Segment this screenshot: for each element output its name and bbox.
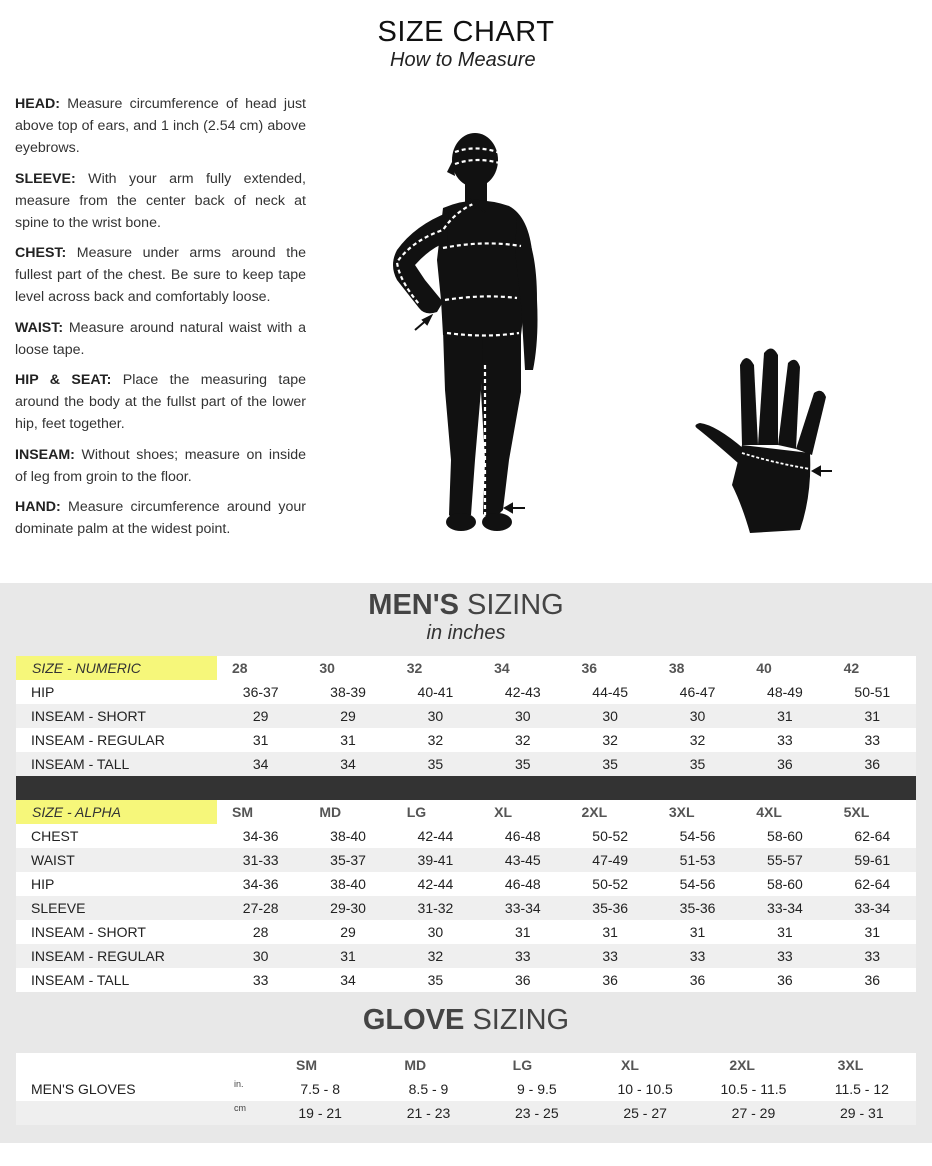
table-cell: 35 <box>392 752 479 776</box>
page-title: SIZE CHART <box>377 16 555 48</box>
size-col-header: 5XL <box>829 800 916 824</box>
instruction-chest: CHEST: Measure under arms around the fullest part of the chest. Be sure to keep tape level across back and comfortably loose. <box>15 245 306 305</box>
table-cell: 39-41 <box>392 848 479 872</box>
table-cell: 30 <box>654 704 741 728</box>
table-cell: 46-48 <box>479 824 566 848</box>
size-col-header: MD <box>304 800 391 824</box>
table-row <box>16 896 916 920</box>
table-row <box>16 968 916 992</box>
table-divider <box>16 776 916 800</box>
instruction-sleeve: SLEEVE: With your arm fully extended, measure from the center back of neck at spine to the wrist bone. <box>15 170 306 231</box>
table-cell: 36 <box>567 968 654 992</box>
table-row <box>16 752 916 776</box>
table-cell: 35 <box>479 752 566 776</box>
table-cell: 23 - 25 <box>483 1101 591 1125</box>
measure-instructions <box>15 93 306 549</box>
table-row <box>16 920 916 944</box>
table-cell: 31 <box>741 920 828 944</box>
size-col-header: 2XL <box>567 800 654 824</box>
table-cell: 42-44 <box>392 872 479 896</box>
table-cell: 27-28 <box>217 896 304 920</box>
table-cell: 31-32 <box>392 896 479 920</box>
table-cell: 36 <box>829 968 916 992</box>
table-cell: 35-36 <box>567 896 654 920</box>
table-row <box>16 1101 916 1125</box>
table-cell: 62-64 <box>829 872 916 896</box>
size-col-header: 3XL <box>654 800 741 824</box>
table-row <box>16 872 916 896</box>
table-cell: 31 <box>304 728 391 752</box>
table-cell: 48-49 <box>741 680 828 704</box>
glove-sizing-title: GLOVE SIZING <box>362 1004 570 1036</box>
table-cell: 31 <box>304 944 391 968</box>
size-col-header: SM <box>266 1053 374 1077</box>
table-cell: 54-56 <box>654 824 741 848</box>
mens-sizing-title: MEN'S SIZING <box>368 589 564 621</box>
table-cell: 32 <box>392 944 479 968</box>
table-cell: 31 <box>829 704 916 728</box>
table-cell: 42-43 <box>479 680 566 704</box>
size-col-header: XL <box>591 1053 699 1077</box>
size-col-header: 40 <box>741 656 828 680</box>
table-cell: 30 <box>479 704 566 728</box>
body-measure-figure <box>385 130 555 540</box>
table-cell: 11.5 - 12 <box>808 1077 916 1101</box>
row-label: INSEAM - SHORT <box>16 920 217 944</box>
row-label: INSEAM - TALL <box>16 752 217 776</box>
table-cell: 10 - 10.5 <box>591 1077 699 1101</box>
table-cell: 42-44 <box>392 824 479 848</box>
size-col-header: 4XL <box>741 800 828 824</box>
table-row <box>16 1077 916 1101</box>
table-cell: 34-36 <box>217 824 304 848</box>
instruction-head: HEAD: Measure circumference of head just above top of ears, and 1 inch (2.54 cm) above eyebrows. <box>15 96 306 156</box>
size-col-header: LG <box>483 1053 591 1077</box>
table-row <box>16 824 916 848</box>
table-cell: 30 <box>392 920 479 944</box>
table-cell: 38-39 <box>304 680 391 704</box>
table-cell: 38-40 <box>304 872 391 896</box>
table-cell: 36 <box>741 752 828 776</box>
table-cell: 34-36 <box>217 872 304 896</box>
table-cell: 40-41 <box>392 680 479 704</box>
table-cell: 29 - 31 <box>808 1101 916 1125</box>
unit-label: cm <box>234 1101 266 1125</box>
table-cell: 33 <box>217 968 304 992</box>
table-cell: 31-33 <box>217 848 304 872</box>
table-cell: 43-45 <box>479 848 566 872</box>
table-cell: 33 <box>829 728 916 752</box>
size-col-header: 38 <box>654 656 741 680</box>
table-cell: 35 <box>654 752 741 776</box>
hand-measure-figure <box>692 345 842 535</box>
table-cell: 32 <box>567 728 654 752</box>
table-row <box>16 944 916 968</box>
table-cell: 31 <box>829 920 916 944</box>
table-cell: 34 <box>304 752 391 776</box>
row-label: CHEST <box>16 824 217 848</box>
size-col-header: 30 <box>304 656 391 680</box>
numeric-size-header-label: SIZE - NUMERIC <box>16 656 217 680</box>
table-cell: 31 <box>217 728 304 752</box>
table-cell: 21 - 23 <box>374 1101 482 1125</box>
table-cell: 36-37 <box>217 680 304 704</box>
table-cell: 25 - 27 <box>591 1101 699 1125</box>
size-col-header: XL <box>479 800 566 824</box>
table-cell: 55-57 <box>741 848 828 872</box>
table-cell: 9 - 9.5 <box>483 1077 591 1101</box>
row-label: INSEAM - SHORT <box>16 704 217 728</box>
table-cell: 29 <box>217 704 304 728</box>
row-label: INSEAM - REGULAR <box>16 944 217 968</box>
table-cell: 50-52 <box>567 824 654 848</box>
instruction-waist: WAIST: Measure around natural waist with a loose tape. <box>15 319 306 358</box>
row-label: WAIST <box>16 848 217 872</box>
table-cell: 35-36 <box>654 896 741 920</box>
size-col-header: SM <box>217 800 304 824</box>
table-cell: 34 <box>304 968 391 992</box>
table-cell: 29 <box>304 920 391 944</box>
size-col-header: 36 <box>567 656 654 680</box>
table-row <box>16 848 916 872</box>
alpha-size-header-label: SIZE - ALPHA <box>16 800 217 824</box>
table-cell: 30 <box>392 704 479 728</box>
instruction-inseam: INSEAM: Without shoes; measure on inside of leg from groin to the floor. <box>15 446 306 485</box>
size-col-header: 3XL <box>808 1053 916 1077</box>
table-cell: 33 <box>567 944 654 968</box>
table-cell: 50-52 <box>567 872 654 896</box>
instruction-hip-seat: HIP & SEAT: Place the measuring tape around the body at the fullst part of the lower hip, feet together. <box>15 372 306 432</box>
table-row <box>16 680 916 704</box>
table-cell: 36 <box>654 968 741 992</box>
table-cell: 62-64 <box>829 824 916 848</box>
table-cell: 10.5 - 11.5 <box>699 1077 807 1101</box>
table-row <box>16 728 916 752</box>
table-cell: 32 <box>654 728 741 752</box>
unit-label: in. <box>234 1077 266 1101</box>
row-label: INSEAM - TALL <box>16 968 217 992</box>
row-label: HIP <box>16 872 217 896</box>
table-cell: 46-48 <box>479 872 566 896</box>
size-col-header: 2XL <box>699 1053 807 1077</box>
size-col-header: LG <box>392 800 479 824</box>
table-cell: 33 <box>741 728 828 752</box>
table-cell: 32 <box>392 728 479 752</box>
table-cell: 28 <box>217 920 304 944</box>
table-cell: 58-60 <box>741 872 828 896</box>
table-cell: 33-34 <box>829 896 916 920</box>
table-cell: 31 <box>741 704 828 728</box>
numeric-size-table <box>16 656 916 776</box>
table-cell: 46-47 <box>654 680 741 704</box>
table-cell: 33 <box>829 944 916 968</box>
table-cell: 33 <box>654 944 741 968</box>
page-subtitle: How to Measure <box>390 49 536 71</box>
table-cell: 29 <box>304 704 391 728</box>
table-cell: 35 <box>392 968 479 992</box>
table-cell: 54-56 <box>654 872 741 896</box>
table-cell: 32 <box>479 728 566 752</box>
table-cell: 36 <box>741 968 828 992</box>
glove-size-table <box>16 1053 916 1125</box>
table-cell: 47-49 <box>567 848 654 872</box>
instruction-hand: HAND: Measure circumference around your dominate palm at the widest point. <box>15 499 306 537</box>
alpha-size-table <box>16 800 916 992</box>
table-cell: 33 <box>741 944 828 968</box>
table-cell: 33-34 <box>479 896 566 920</box>
table-cell: 31 <box>567 920 654 944</box>
table-cell: 36 <box>479 968 566 992</box>
table-cell: 31 <box>654 920 741 944</box>
table-cell: 35-37 <box>304 848 391 872</box>
size-col-header: 34 <box>479 656 566 680</box>
numeric-size-header-row <box>16 656 916 680</box>
table-cell: 30 <box>567 704 654 728</box>
table-cell: 36 <box>829 752 916 776</box>
row-label: INSEAM - REGULAR <box>16 728 217 752</box>
table-cell: 59-61 <box>829 848 916 872</box>
table-cell: 33-34 <box>741 896 828 920</box>
table-cell: 31 <box>479 920 566 944</box>
table-cell: 29-30 <box>304 896 391 920</box>
mens-sizing-subtitle: in inches <box>426 622 506 644</box>
table-cell: 8.5 - 9 <box>374 1077 482 1101</box>
table-row <box>16 704 916 728</box>
row-label: HIP <box>16 680 217 704</box>
table-cell: 58-60 <box>741 824 828 848</box>
table-cell: 33 <box>479 944 566 968</box>
table-cell: 38-40 <box>304 824 391 848</box>
table-cell: 27 - 29 <box>699 1101 807 1125</box>
table-cell: 30 <box>217 944 304 968</box>
table-cell: 7.5 - 8 <box>266 1077 374 1101</box>
table-cell: 51-53 <box>654 848 741 872</box>
alpha-size-header-row <box>16 800 916 824</box>
table-cell: 34 <box>217 752 304 776</box>
glove-size-header-row <box>16 1053 916 1077</box>
size-col-header: 42 <box>829 656 916 680</box>
table-cell: 19 - 21 <box>266 1101 374 1125</box>
table-cell: 44-45 <box>567 680 654 704</box>
row-label: MEN'S GLOVES <box>16 1077 234 1101</box>
table-cell: 50-51 <box>829 680 916 704</box>
table-cell: 35 <box>567 752 654 776</box>
size-col-header: 32 <box>392 656 479 680</box>
size-col-header: MD <box>374 1053 482 1077</box>
size-col-header: 28 <box>217 656 304 680</box>
row-label: SLEEVE <box>16 896 217 920</box>
